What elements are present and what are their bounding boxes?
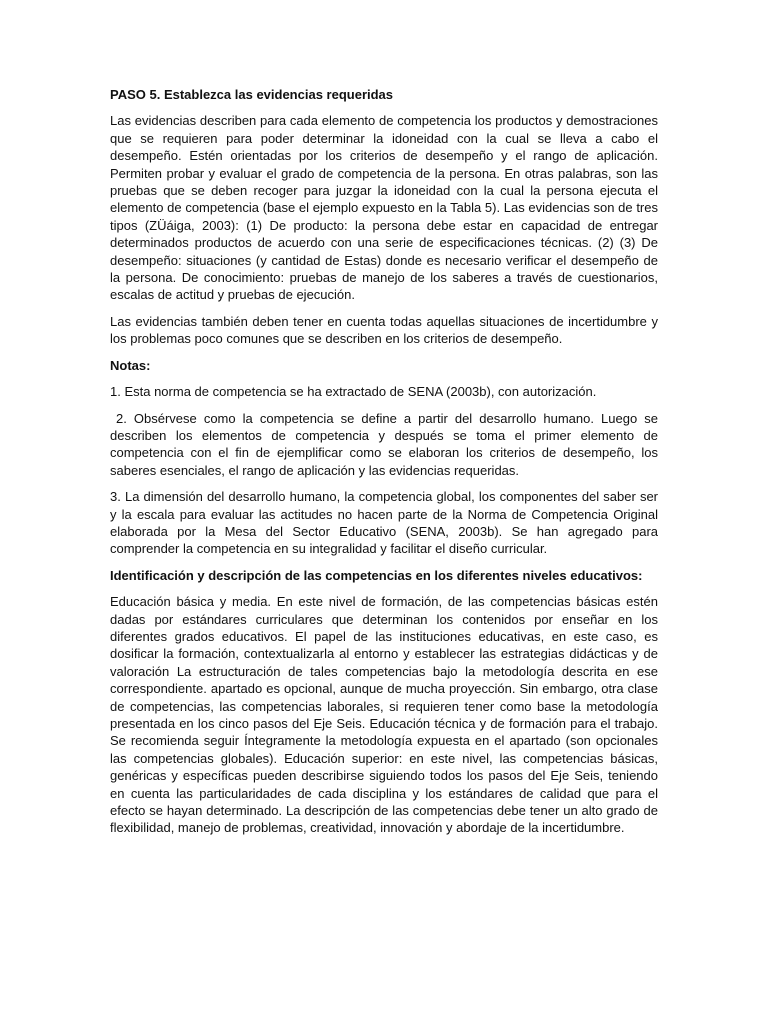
note-1: 1. Esta norma de competencia se ha extractado de SENA (2003b), con autorización. bbox=[110, 384, 597, 400]
paragraph-niveles-educativos: Educación básica y media. En este nivel de formación, de las competencias básicas estén dadas por estándares curriculares que determinan los contenidos por enseñar en los diferentes grados educativos. El papel de las instituciones educativas, en este caso, es dosificar la formación, contextualizarla al entorno y establecer las estrategias didácticas y de valoración La estructuración de tales competencias bajo la metodología descrita en ese correspondiente. apartado es opcional, aunque de mucha proyección. Sin embargo, otra clase de competencias, las competencias laborales, si requieren tener como base la metodología presentada en los cinco pasos del Eje Seis. Educación técnica y de formación para el trabajo. Se recomienda seguir Íntegramente la metodología expuesta en el apartado (son opcionales las competencias globales). Educación superior: en este nivel, las competencias básicas, genéricas y específicas pueden describirse siguiendo todos los pasos del Eje Seis, teniendo en cuenta las particularidades de cada disciplina y los estándares de calidad que para el efecto se hayan determinado. La descripción de las competencias debe tener un alto grado de flexibilidad, manejo de problemas, creatividad, innovación y abordaje de la incertidumbre. bbox=[110, 594, 658, 836]
notes-heading: Notas: bbox=[110, 357, 151, 373]
document-page bbox=[110, 86, 658, 846]
note-2: 2. Obsérvese como la competencia se define a partir del desarrollo humano. Luego se describen los elementos de competencia y después se toma el primer elemento de competencia con el fin de ejemplificar como se elaboran los criterios de desempeño, los saberes esenciales, el rango de aplicación y las evidencias requeridas. bbox=[110, 410, 658, 478]
paragraph-evidencias: Las evidencias describen para cada elemento de competencia los productos y demostraciones que se requieren para poder determinar la idoneidad con la cual se lleva a cabo el desempeño. Estén orientadas por los criterios de desempeño y el rango de aplicación. Permiten probar y evaluar el grado de competencia de la persona. En otras palabras, son las pruebas que se deben recoger para juzgar la idoneidad con la cual la persona ejecuta el elemento de competencia (base el ejemplo expuesto en la Tabla 5). Las evidencias son de tres tipos (ZÜáiga, 2003): (1) De producto: la persona debe estar en capacidad de entregar determinados productos de acuerdo con una serie de especificaciones técnicas. (2) (3) De desempeño: situaciones (y cantidad de Estas) donde es necesario verificar el desempeño de la persona. De conocimiento: pruebas de manejo de los saberes a través de cuestionarios, escalas de actitud y pruebas de ejecución. bbox=[110, 113, 658, 303]
section-heading: Identificación y descripción de las competencias en los diferentes niveles educativos: bbox=[110, 567, 643, 583]
page-title: PASO 5. Establezca las evidencias requeridas bbox=[110, 87, 394, 102]
note-3: 3. La dimensión del desarrollo humano, la competencia global, los componentes del saber ser y la escala para evaluar las actitudes no hacen parte de la Norma de Competencia Original elaborada por la Mesa del Sector Educativo (SENA, 2003b). Se han agregado para comprender la competencia en su integralidad y facilitar el diseño curricular. bbox=[110, 489, 658, 557]
paragraph-incertidumbre: Las evidencias también deben tener en cuenta todas aquellas situaciones de incertidumbre y los problemas poco comunes que se describen en los criterios de desempeño. bbox=[110, 313, 658, 347]
